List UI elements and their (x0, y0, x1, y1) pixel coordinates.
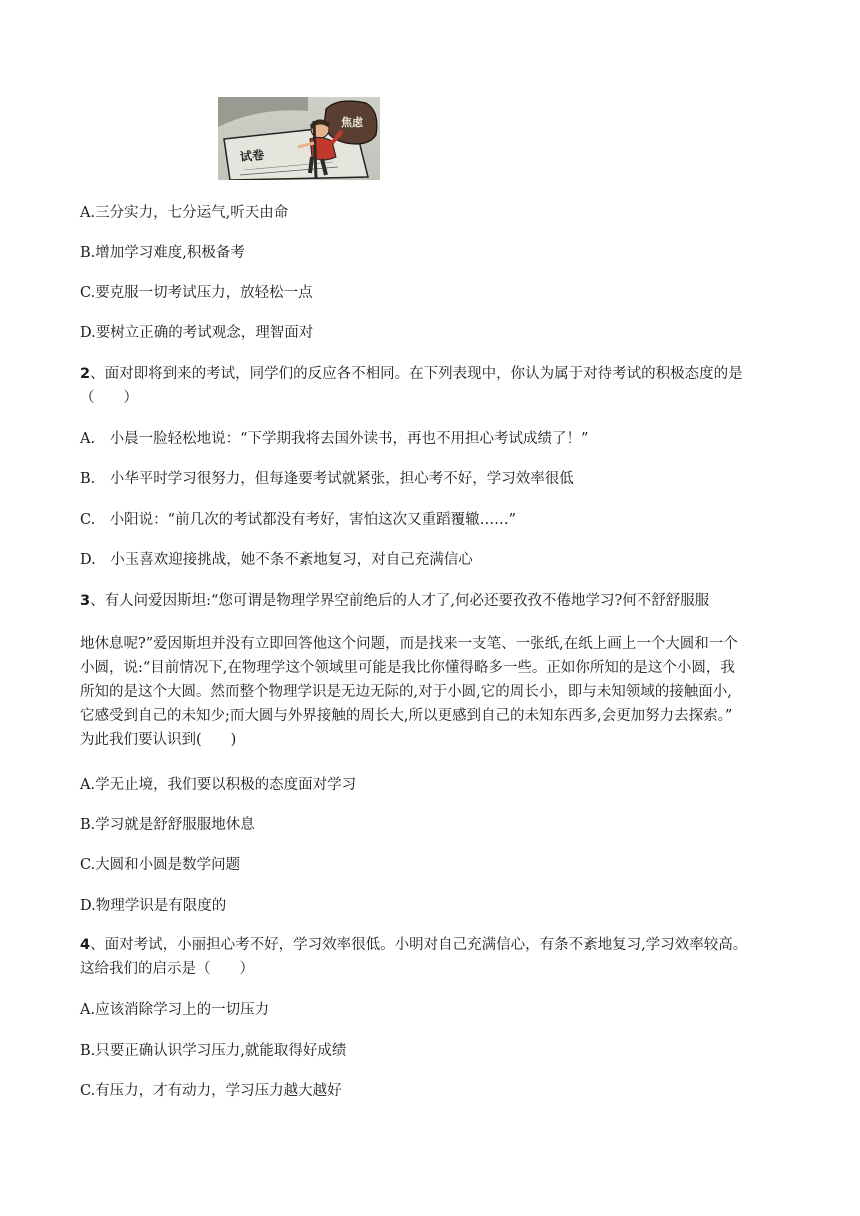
q2-option-d: D. 小玉喜欢迎接挑战，她不条不紊地复习，对自己充满信心 (80, 552, 473, 568)
q3-option-d: D.物理学识是有限度的 (80, 898, 227, 914)
q4-option-a: A.应该消除学习上的一切压力 (80, 1002, 270, 1018)
q2-option-a: A. 小晨一脸轻松地说：“下学期我将去国外读书，再也不用担心考试成绩了！” (80, 431, 589, 447)
q2-stem (80, 364, 743, 384)
q3-stem-line: 地休息呢?”爱因斯坦并没有立即回答他这个问题，而是找来一支笔、一张纸,在纸上画上一个大圆和一个 (80, 636, 738, 652)
q2-stem-line2: （ ） (80, 390, 138, 406)
q3-stem-line: 它感受到自己的未知少;而大圆与外界接触的周长大,所以更感到自己的未知东西多,会更加努力去探索。” (80, 708, 733, 724)
q3-option-b: B.学习就是舒舒服服地休息 (80, 817, 255, 833)
q3-option-c: C.大圆和小圆是数学问题 (80, 857, 241, 873)
q4-stem (80, 935, 747, 955)
q4-option-b: B.只要正确认识学习压力,就能取得好成绩 (80, 1043, 347, 1059)
q3-stem-continuation (80, 632, 782, 752)
q1-option-d: D.要树立正确的考试观念，理智面对 (80, 325, 314, 341)
q3-stem-line: 小圆，说:“目前情况下,在物理学这个领域里可能是我比你懂得略多一些。正如你所知的是这个小圆，我 (80, 660, 735, 676)
q2-option-c: C. 小阳说：“前几次的考试都没有考好，害怕这次又重蹈覆辙……” (80, 512, 517, 528)
q2-option-b: B. 小华平时学习很努力，但每逢要考试就紧张，担心考不好，学习效率很低 (80, 471, 574, 487)
paper-label: 试卷 (239, 147, 265, 165)
boulder-label: 焦虑 (341, 116, 363, 129)
q3-stem-line: 所知的是这个大圆。然而整个物理学识是无边无际的,对于小圆,它的周长小，即与未知领域的接触面小, (80, 684, 732, 700)
q4-number: 4 (80, 937, 91, 953)
cartoon-illustration (218, 97, 380, 180)
q4-option-c: C.有压力，才有动力，学习压力越大越好 (80, 1083, 342, 1099)
q1-option-c: C.要克服一切考试压力，放轻松一点 (80, 285, 313, 301)
q3-option-a: A.学无止境，我们要以积极的态度面对学习 (80, 777, 357, 793)
q2-number: 2 (80, 366, 91, 382)
q4-stem-line1: 、面对考试，小丽担心考不好，学习效率很低。小明对自己充满信心，有条不紊地复习,学习效率较高。 (90, 937, 748, 953)
q3-stem-line1: 、有人问爱因斯坦:“您可谓是物理学界空前绝后的人才了,何必还要孜孜不倦地学习?何不舒舒服服 (90, 593, 710, 609)
q3-stem (80, 591, 709, 611)
q4-stem-line2: 这给我们的启示是（ ） (80, 961, 254, 977)
student-carrying-anxiety-boulder-image (218, 97, 380, 180)
q1-option-a: A.三分实力，七分运气,听天由命 (80, 205, 289, 221)
q2-stem-line1: 、面对即将到来的考试，同学们的反应各不相同。在下列表现中，你认为属于对待考试的积极态度的是 (90, 366, 743, 382)
q3-stem-line: 为此我们要认识到( ) (80, 732, 237, 748)
q1-option-b: B.增加学习难度,积极备考 (80, 245, 245, 261)
q3-number: 3 (80, 593, 91, 609)
